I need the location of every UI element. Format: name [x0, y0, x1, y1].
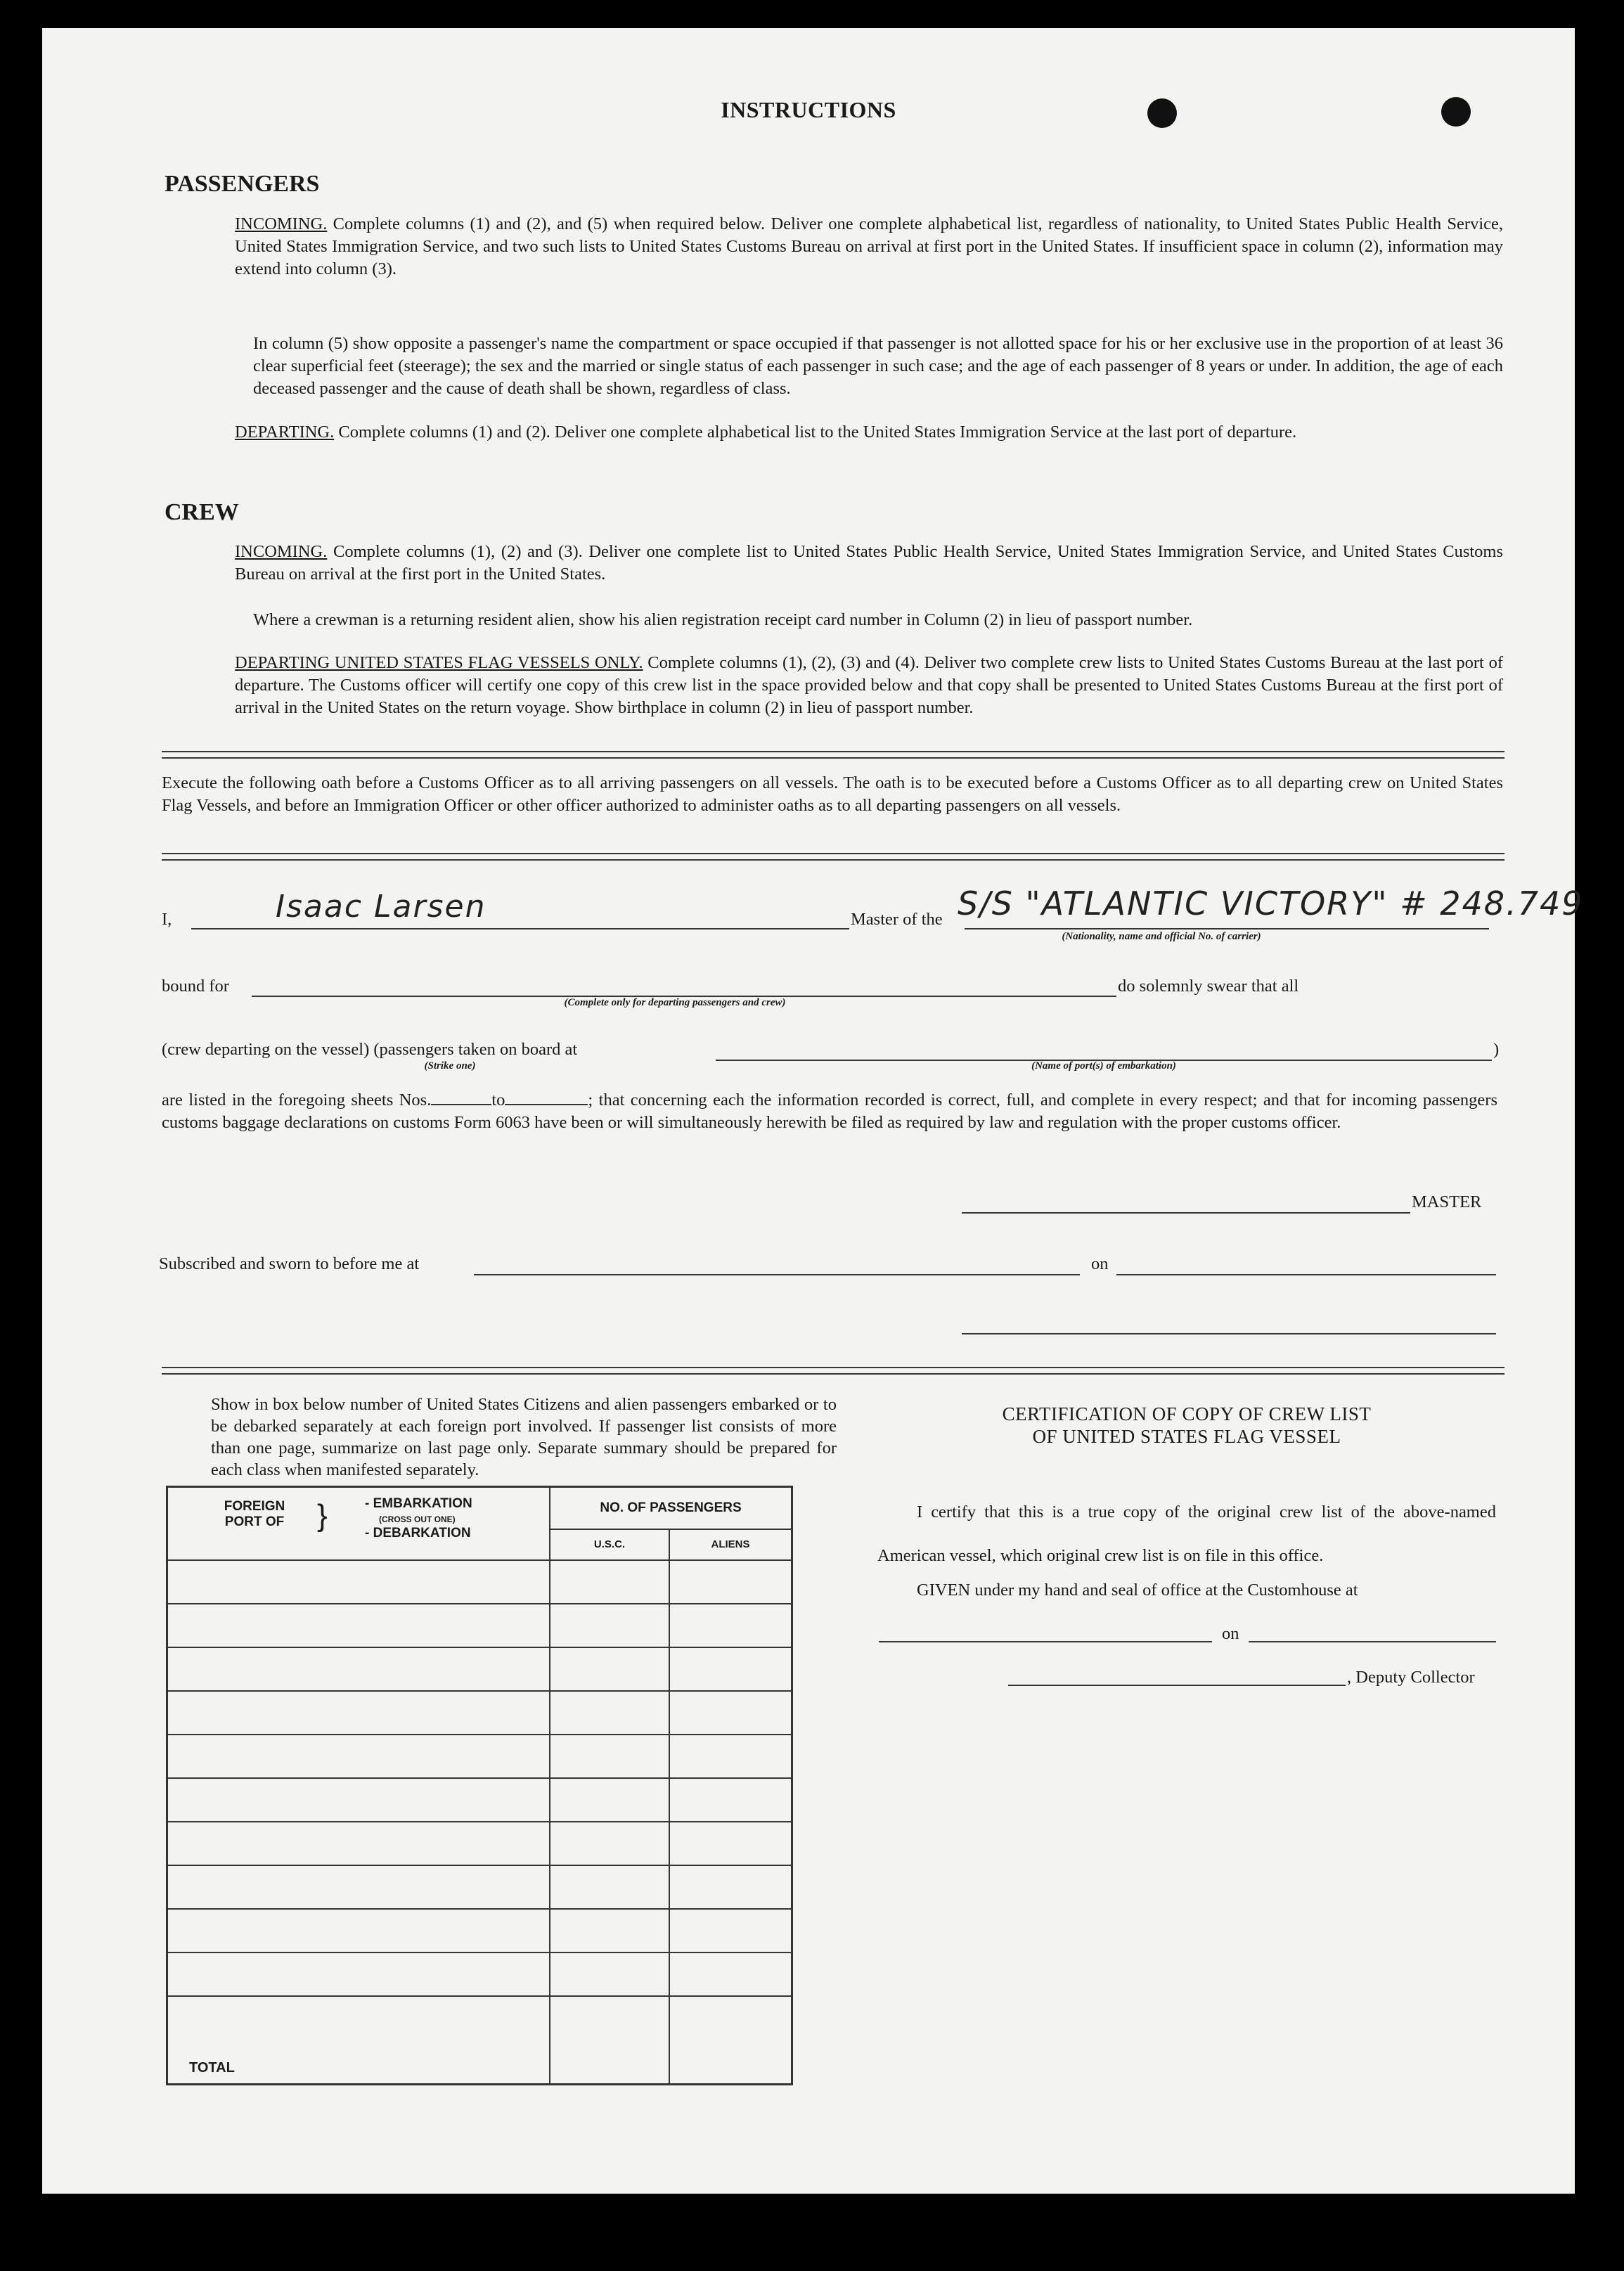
aliens-header: ALIENS — [669, 1529, 792, 1560]
usc-cell[interactable] — [550, 1865, 669, 1909]
aliens-cell[interactable] — [669, 1560, 792, 1604]
brace: } — [317, 1498, 328, 1533]
port-cell[interactable] — [167, 1604, 550, 1647]
close-paren: ) — [1493, 1040, 1500, 1059]
page-title: INSTRUCTIONS — [721, 97, 896, 122]
debarkation-header: - DEBARKATION — [365, 1526, 471, 1540]
deputy-label: , Deputy Collector — [1347, 1668, 1475, 1687]
usc-cell[interactable] — [550, 1822, 669, 1865]
passengers-column5: In column (5) show opposite a passenger's name the compartment or space occupied if that passenger is not allotted space for his or her exclusive use in the proportion of at least 36 clear superficial feet (steerage); the sex and the married or single status of each passenger in such case; and the age of each passenger of 8 years or under. In addition, the age of each deceased passenger and the cause of death shall be shown, regardless of class. — [253, 334, 1503, 398]
crew-departing-lead: DEPARTING UNITED STATES FLAG VESSELS ONLY. — [235, 653, 643, 672]
aliens-cell[interactable] — [669, 1778, 792, 1822]
vessel-caption: (Nationality, name and official No. of carrier) — [1062, 931, 1261, 942]
aliens-cell[interactable] — [669, 1604, 792, 1647]
usc-cell[interactable] — [550, 1909, 669, 1952]
crew-incoming-lead: INCOMING. — [235, 542, 328, 561]
passengers-incoming-lead: INCOMING. — [235, 214, 328, 233]
passengers-incoming — [235, 213, 1503, 281]
port-cell[interactable] — [167, 1952, 550, 1996]
foreign-port-header: FOREIGN PORT OF — [224, 1499, 285, 1529]
aliens-cell[interactable] — [669, 1822, 792, 1865]
summary-instructions: Show in box below number of United States Citizens and alien passengers embarked or to be debarked separately at each foreign port involved. If passenger list consists of more than one page, summarize on last page only. Separate summary should be prepared for each class when manifested separately. — [211, 1395, 837, 1479]
passenger-summary-table — [166, 1486, 793, 2085]
given-text: GIVEN under my hand and seal of office at the Customhouse at — [917, 1581, 1358, 1600]
passengers-departing-text: Complete columns (1) and (2). Deliver one complete alphabetical list to the United States Immigration Service at the last port of departure. — [338, 423, 1297, 442]
embarkation-header: - EMBARKATION — [365, 1496, 472, 1511]
port-cell[interactable] — [167, 1778, 550, 1822]
customhouse-field[interactable] — [879, 1620, 1212, 1642]
total-label: TOTAL — [167, 1996, 550, 2085]
port-cell[interactable] — [167, 1560, 550, 1604]
to-label: to — [491, 1091, 505, 1109]
subscribed-label: Subscribed and sworn to before me at — [159, 1254, 420, 1273]
usc-cell[interactable] — [550, 1604, 669, 1647]
sheet-to-field[interactable] — [505, 1088, 588, 1105]
usc-cell[interactable] — [550, 1778, 669, 1822]
certification-heading-1: CERTIFICATION OF COPY OF CREW LIST — [1002, 1403, 1372, 1424]
bound-for-field[interactable] — [252, 974, 1116, 997]
cross-out-note: (CROSS OUT ONE) — [379, 1514, 456, 1524]
master-name-field[interactable] — [191, 889, 849, 929]
total-aliens-cell[interactable] — [669, 1996, 792, 2085]
divider — [162, 751, 1504, 759]
ports-field[interactable] — [716, 1038, 1492, 1061]
subscribed-date-field[interactable] — [1116, 1253, 1496, 1275]
vessel-field[interactable] — [958, 884, 1584, 929]
usc-cell[interactable] — [550, 1691, 669, 1735]
crew-incoming — [235, 541, 1503, 586]
certification-on-label: on — [1222, 1624, 1239, 1643]
port-cell[interactable] — [167, 1691, 550, 1735]
strike-caption: (Strike one) — [424, 1060, 476, 1072]
bound-for-label: bound for — [162, 977, 229, 996]
vessel-handwriting: S/S "ATLANTIC VICTORY" # 248.749 — [958, 884, 1584, 922]
certification-heading-2: OF UNITED STATES FLAG VESSEL — [1032, 1426, 1341, 1447]
port-cell[interactable] — [167, 1735, 550, 1778]
divider — [162, 1367, 1504, 1375]
crew-heading: CREW — [165, 499, 239, 525]
bound-for-caption: (Complete only for departing passengers and crew) — [564, 997, 786, 1008]
aliens-cell[interactable] — [669, 1865, 792, 1909]
oath-instruction: Execute the following oath before a Customs Officer as to all arriving passengers on all vessels. The oath is to be executed before a Customs Officer as to all departing crew on United States Flag Vessels, and before an Immigration Officer or other officer authorized to administer oaths as to all departing passengers on all vessels. — [162, 773, 1503, 815]
aliens-cell[interactable] — [669, 1735, 792, 1778]
master-signature: Isaac Larsen — [276, 889, 486, 925]
oath-i-label: I, — [162, 910, 172, 929]
port-header — [167, 1487, 550, 1560]
usc-cell[interactable] — [550, 1647, 669, 1691]
port-cell[interactable] — [167, 1822, 550, 1865]
usc-header: U.S.C. — [550, 1529, 669, 1560]
port-cell[interactable] — [167, 1647, 550, 1691]
sheet-from-field[interactable] — [431, 1088, 491, 1105]
crew-departing-label: (crew departing on the vessel) (passengers taken on board at — [162, 1040, 578, 1059]
aliens-cell[interactable] — [669, 1691, 792, 1735]
crew-departing-text: Complete columns (1), (2), (3) and (4). Deliver two complete crew lists to United States Customs Bureau at the last port of departure. The Customs officer will certify one copy of this crew list in the space provided below and that copy shall be presented to United States Customs Bureau at the first port of arrival in the United States on the return voyage. Show birthplace in column (2) in lieu of passport number. — [235, 653, 1503, 717]
listed-text: ; that concerning each the information recorded is correct, full, and complete in every respect; and that for incoming passengers customs baggage declarations on customs Form 6063 have been or will simultaneously herewith be filed as required by law and regulation with the proper customs officer. — [162, 1091, 1497, 1132]
master-label: MASTER — [1412, 1192, 1482, 1211]
subscribed-on-label: on — [1091, 1254, 1109, 1273]
master-of-label: Master of the — [851, 910, 943, 929]
document-page — [42, 28, 1584, 2194]
listed-statement — [162, 1088, 1497, 1134]
crew-incoming-text: Complete columns (1), (2) and (3). Deliver one complete list to United States Public Health Service, United States Immigration Service, and United States Customs Bureau on arrival at the first port in the United States. — [235, 542, 1504, 584]
crew-resident-note: Where a crewman is a returning resident alien, show his alien registration receipt card number in Column (2) in lieu of passport number. — [253, 610, 1193, 629]
master-signature-line[interactable] — [962, 1191, 1410, 1214]
officer-signature-line[interactable] — [962, 1312, 1496, 1334]
passengers-departing — [235, 421, 1503, 444]
total-usc-cell[interactable] — [550, 1996, 669, 2085]
crew-departing — [235, 652, 1503, 719]
aliens-cell[interactable] — [669, 1647, 792, 1691]
divider — [162, 853, 1504, 861]
port-cell[interactable] — [167, 1865, 550, 1909]
aliens-cell[interactable] — [669, 1952, 792, 1996]
usc-cell[interactable] — [550, 1735, 669, 1778]
usc-cell[interactable] — [550, 1952, 669, 1996]
ports-caption: (Name of port(s) of embarkation) — [1031, 1060, 1176, 1072]
subscribed-place-field[interactable] — [474, 1253, 1080, 1275]
punch-hole-right — [1441, 97, 1471, 127]
certify-text: I certify that this is a true copy of the original crew list of the above-named American vessel, which original crew list is on file in this office. — [877, 1503, 1496, 1565]
passengers-departing-lead: DEPARTING. — [235, 423, 335, 442]
passengers-heading: PASSENGERS — [165, 171, 320, 197]
deputy-signature-line[interactable] — [1008, 1664, 1346, 1686]
usc-cell[interactable] — [550, 1560, 669, 1604]
swear-label: do solemnly swear that all — [1118, 977, 1299, 996]
punch-hole-left — [1147, 98, 1177, 128]
aliens-cell[interactable] — [669, 1909, 792, 1952]
passengers-header: NO. OF PASSENGERS — [550, 1487, 792, 1529]
port-cell[interactable] — [167, 1909, 550, 1952]
listed-prefix: are listed in the foregoing sheets Nos. — [162, 1091, 432, 1109]
certification-date-field[interactable] — [1249, 1620, 1496, 1642]
passengers-incoming-text: Complete columns (1) and (2), and (5) when required below. Deliver one complete alphabetical list, regardless of nationality, to United States Public Health Service, United States Immigration Service, and two such lists to United States Customs Bureau on arrival at first port in the United States. If insufficient space in column (2), information may extend into column (3). — [235, 214, 1504, 278]
